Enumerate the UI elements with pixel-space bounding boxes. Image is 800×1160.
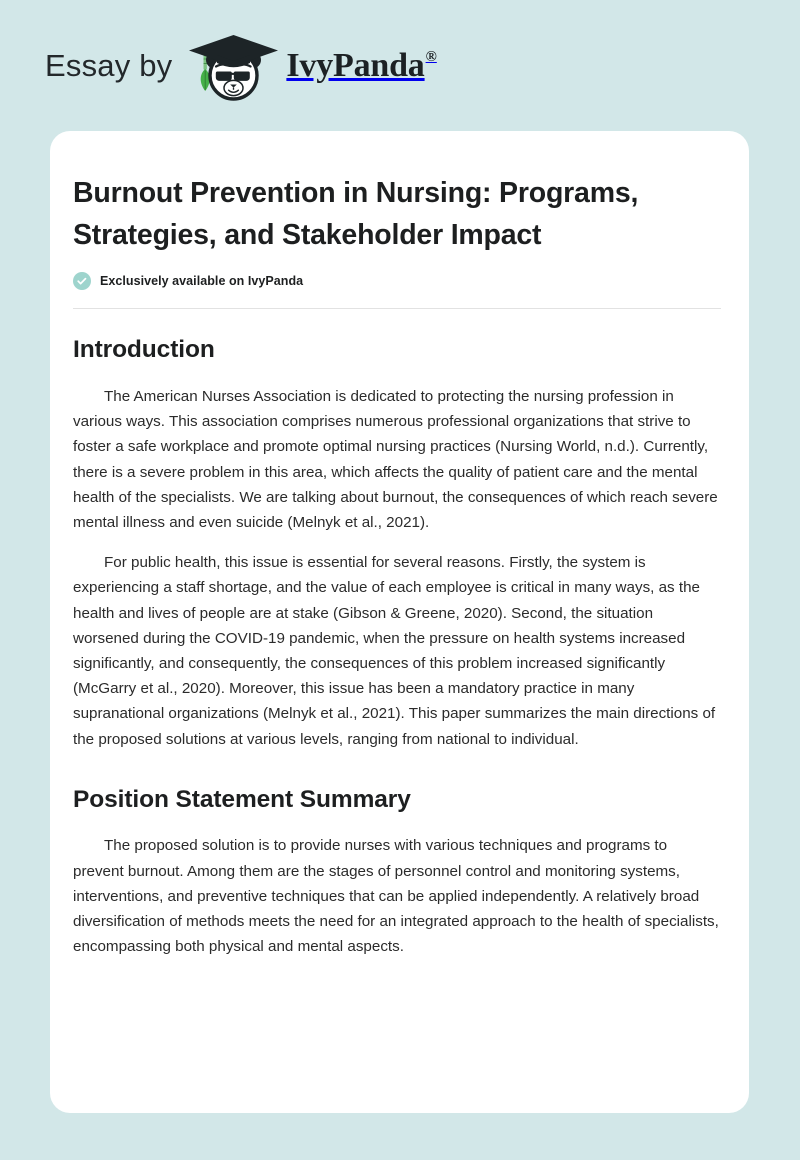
paragraph: The proposed solution is to provide nurses with various techniques and programs to prevent burnout. Among them are the stages of personnel control and monitoring systems, interventions, and preventive techniques that can be applied independently. A relatively broad diversification of methods meets the need for an integrated approach to the health of specialists, encompassing both physical and mental aspects. [73,837,719,956]
registered-trademark-mark: ® [425,48,437,65]
essay-by-label: Essay by [45,48,173,83]
check-circle-icon [73,272,91,290]
paragraph: The American Nurses Association is dedicated to protecting the nursing profession in various ways. This association comprises numerous professional organizations that strive to foster a safe workplace and promote optimal nursing practices (Nursing World, n.d.). Currently, there is a severe problem in this area, which affects the quality of patient care and the mental health of the specialists. We are talking about burnout, the consequences of which reach severe mental illness and even suicide (Melnyk et al., 2021). [73,387,718,531]
exclusive-availability-badge [73,272,721,290]
brand-name-text: IvyPanda [286,46,425,84]
section-heading-position-statement-summary: Position Statement Summary [73,785,411,813]
ivypanda-logo-link[interactable] [186,31,436,101]
essay-paper-card [50,131,749,1113]
title-divider [73,308,721,309]
exclusive-availability-label: Exclusively available on IvyPanda [100,274,304,289]
section-heading-introduction: Introduction [73,336,215,364]
panda-graduate-logo-icon [186,31,286,101]
brand-header [0,0,800,131]
paragraph: For public health, this issue is essential for several reasons. Firstly, the system is experiencing a staff shortage, and the value of each employee is critical in many ways, as the health and lives of people are at stake (Gibson & Greene, 2020). Second, the situation worsened during the COVID-19 pandemic, when the pressure on health systems increased significantly, and consequently, the consequences of this problem increased significantly (McGarry et al., 2020). Moreover, this issue has been a mandatory practice in many supranational organizations (Melnyk et al., 2021). This paper summarizes the main directions of the proposed solutions at various levels, ranging from national to individual. [73,554,716,748]
page-title: Burnout Prevention in Nursing: Programs, Strategies, and Stakeholder Impact [73,177,639,252]
